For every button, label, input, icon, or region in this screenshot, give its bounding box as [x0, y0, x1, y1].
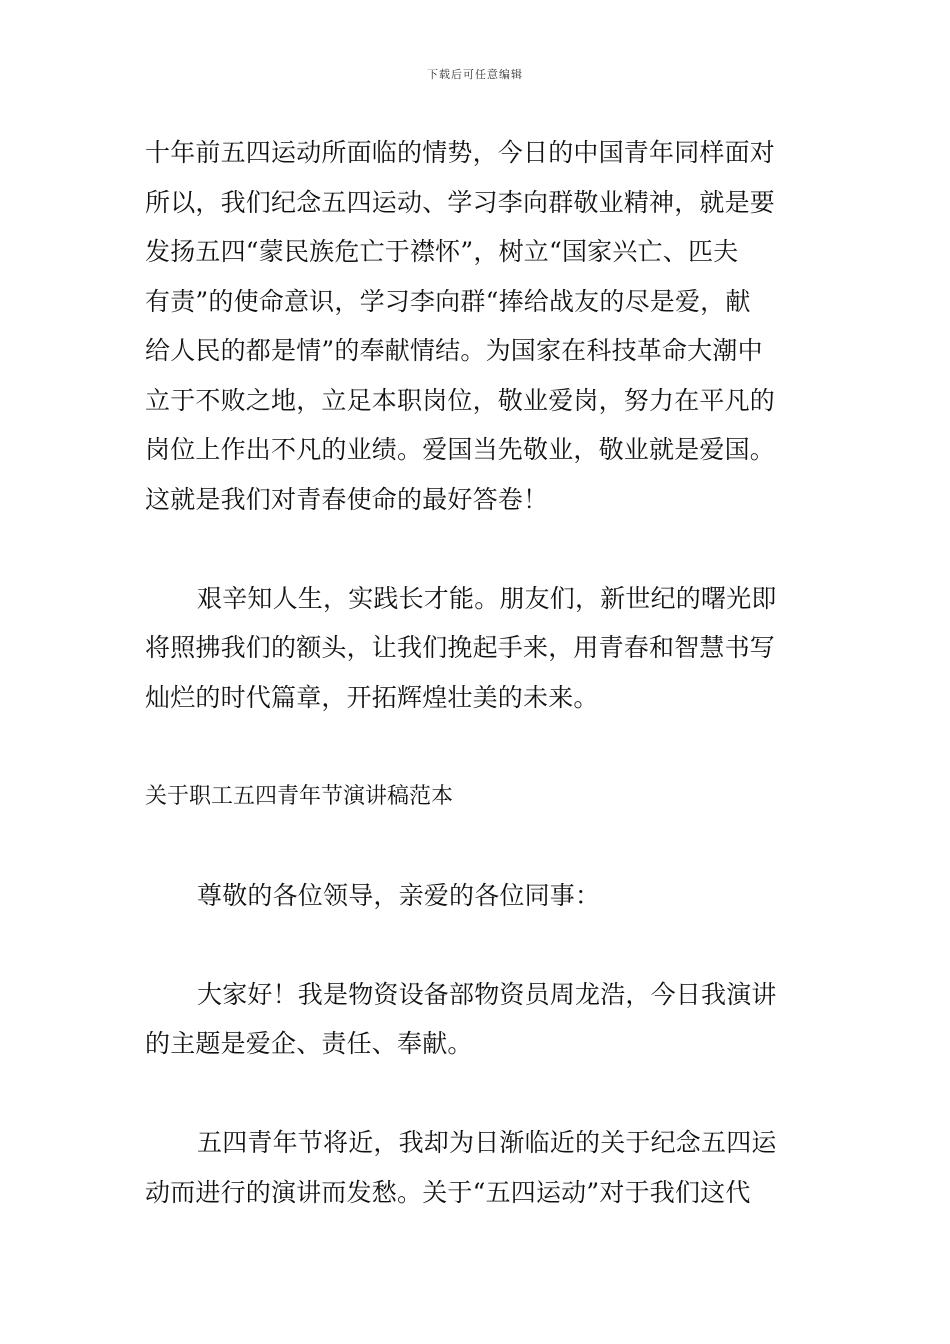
text-line: 有责”的使命意识，学习李向群“捧给战友的尽是爱，献: [145, 286, 751, 316]
greeting-line: 尊敬的各位领导，亲爱的各位同事：: [197, 880, 601, 910]
text-line: 这就是我们对青春使命的最好答卷！: [145, 484, 549, 514]
text-line: 的主题是爱企、责任、奉献。: [145, 1029, 473, 1058]
text-line: 五四青年节将近，我却为日渐临近的关于纪念五四运: [197, 1128, 777, 1157]
text-line: 岗位上作出不凡的业绩。爱国当先敬业，敬业就是爱国。: [145, 435, 776, 464]
paragraph-gap: [145, 821, 807, 871]
document-body: [145, 128, 807, 1217]
text-line: 立于不败之地，立足本职岗位，敬业爱岗，努力在平凡的: [145, 385, 776, 415]
paragraph-gap: [145, 524, 807, 574]
text-line: 艰辛知人生，实践长才能。朋友们，新世纪的曙光即: [197, 583, 777, 613]
text-line: 灿烂的时代篇章，开拓辉煌壮美的未来。: [145, 682, 599, 712]
text-line: 发扬五四“蒙民族危亡于襟怀”，树立“国家兴亡、匹夫: [145, 237, 739, 266]
paragraph-gap: [145, 1069, 807, 1119]
text-line: 大家好！我是物资设备部物资员周龙浩，今日我演讲: [197, 979, 777, 1009]
text-line: 动而进行的演讲而发愁。关于“五四运动”对于我们这代: [145, 1177, 751, 1207]
header-note: 下载后可任意编辑: [427, 68, 523, 81]
paragraph-gap: [145, 722, 807, 772]
paragraph-gap: [145, 920, 807, 970]
text-line: 将照拂我们的额头，让我们挽起手来，用青春和智慧书写: [145, 633, 776, 662]
section-title: 关于职工五四青年节演讲稿范本: [145, 783, 454, 809]
text-line: 十年前五四运动所面临的情势，今日的中国青年同样面对: [145, 138, 776, 167]
text-line: 所以，我们纪念五四运动、学习李向群敬业精神，就是要: [145, 187, 776, 217]
text-line: 给人民的都是情”的奉献情结。为国家在科技革命大潮中: [145, 336, 763, 365]
